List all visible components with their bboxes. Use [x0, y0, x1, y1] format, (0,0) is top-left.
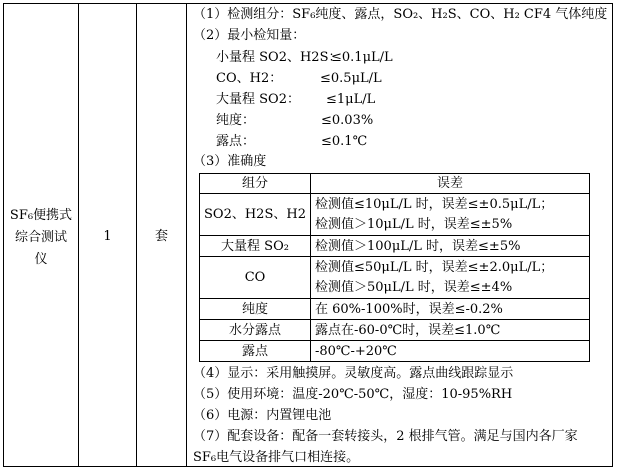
min-detect-label-4: 纯度： [216, 113, 256, 128]
outer-right-border [612, 3, 613, 467]
component-cell: 大量程 SO₂ [200, 236, 311, 257]
accuracy-header-row [200, 174, 590, 194]
table-row [200, 341, 590, 362]
spec-item-7-line-2: SF₆电气设备排气口相连接。 [193, 450, 360, 465]
table-row [200, 257, 590, 299]
min-detect-value-2: ≤0.5μL/L [320, 71, 382, 86]
table-row [200, 194, 590, 236]
error-cell: 检测值＞100μL/L 时，误差≤±5% [311, 236, 590, 257]
error-line: 检测值≤50μL/L 时，误差≤±2.0μL/L； [315, 259, 554, 275]
error-cell: 露点在-60-0℃时，误差≤1.0℃ [311, 320, 590, 341]
component-cell: 纯度 [200, 299, 311, 320]
min-detect-label-2: CO、H2： [216, 71, 283, 86]
error-line: 检测值＞50μL/L 时，误差≤±4% [315, 279, 513, 295]
min-detect-value-5: ≤0.1℃ [321, 134, 368, 149]
table-row [200, 299, 590, 320]
error-cell: 在 60%-100%时，误差≤-0.2% [311, 299, 590, 320]
component-cell: SO2、H2S、H2 [200, 194, 311, 236]
quantity-cell: 1 [103, 229, 112, 244]
min-detect-label-5: 露点： [216, 134, 256, 149]
unit-cell: 套 [154, 229, 168, 244]
error-cell: -80℃-+20℃ [311, 341, 590, 362]
spec-item-5: （5）使用环境：温度-20℃-50℃，湿度：10-95%RH [193, 387, 513, 402]
error-line: 检测值≤10μL/L 时，误差≤±0.5μL/L； [315, 196, 554, 212]
device-name-line-2: 综合测试 [14, 230, 67, 245]
min-detect-label-3: 大量程 SO2： [216, 92, 300, 107]
error-cell [311, 257, 590, 299]
min-detect-value-4: ≤0.03% [321, 113, 374, 128]
min-detect-value-3: ≤1μL/L [326, 92, 376, 107]
error-cell [311, 194, 590, 236]
device-name-line-1: SF₆便携式 [9, 208, 73, 223]
spec-item-6: （6）电源：内置锂电池 [193, 408, 332, 423]
spec-item-4: （4）显示：采用触摸屏。灵敏度高。露点曲线跟踪显示 [193, 366, 514, 381]
header-error: 误差 [311, 174, 590, 194]
error-line: 检测值＞10μL/L 时，误差≤±5% [315, 216, 513, 232]
spec-item-3: （3）准确度 [193, 154, 267, 169]
min-detect-value-1: ≤0.1μL/L [331, 50, 393, 65]
header-component: 组分 [200, 174, 311, 194]
outer-top-border [3, 3, 613, 4]
device-name-cell [4, 205, 78, 271]
component-cell: 露点 [200, 341, 311, 362]
outer-bottom-border [3, 466, 613, 467]
table-row [200, 320, 590, 341]
component-cell: CO [200, 257, 311, 299]
min-detect-label-1: 小量程 SO2、H2S： [216, 50, 342, 65]
col-divider-3 [186, 3, 187, 467]
spec-item-7-line-1: （7）配套设备：配备一套转接头，2 根排气管。满足与国内各厂家 [193, 429, 578, 444]
table-row [200, 236, 590, 257]
spec-item-1: （1）检测组分：SF₆纯度、露点，SO₂、H₂S、CO、H₂ CF4 气体纯度 [193, 7, 608, 22]
component-cell: 水分露点 [200, 320, 311, 341]
accuracy-table [199, 173, 590, 362]
device-name-line-3: 仪 [34, 252, 48, 267]
spec-item-2: （2）最小检知量： [193, 28, 306, 43]
